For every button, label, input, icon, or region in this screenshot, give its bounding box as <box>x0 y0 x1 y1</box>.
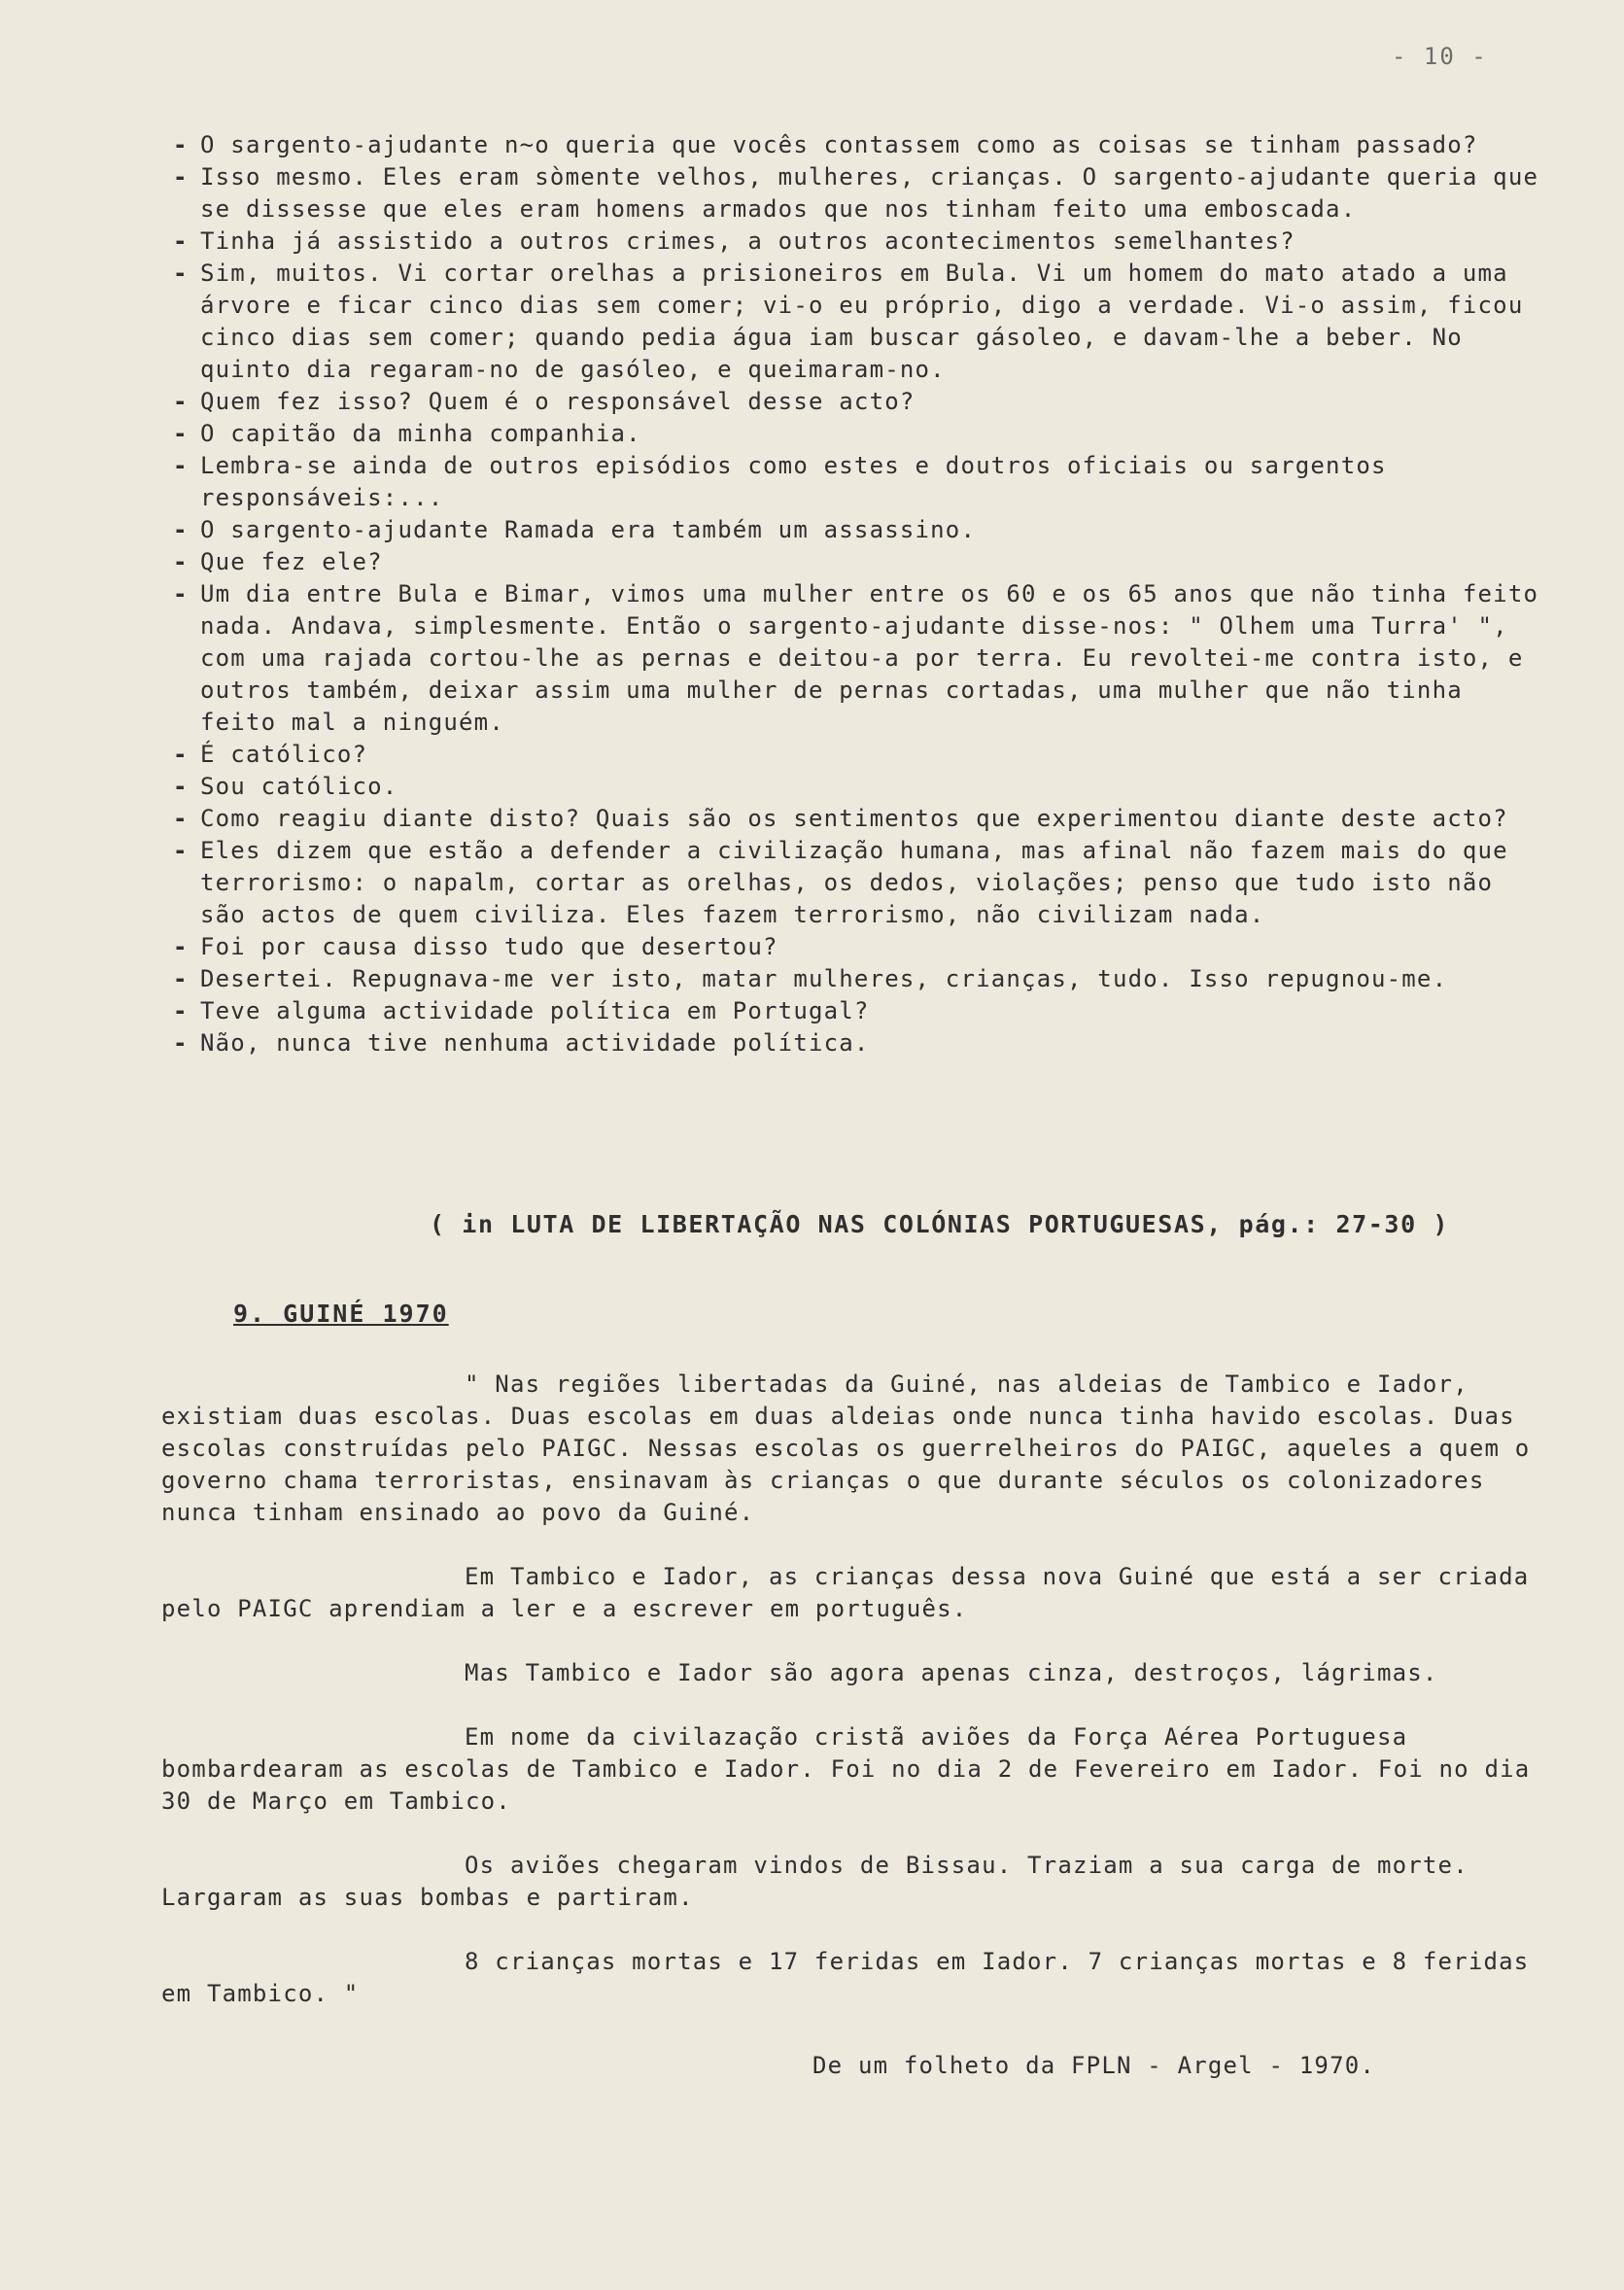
body-paragraph: " Nas regiões libertadas da Guiné, nas aldeias de Tambico e Iador, existiam duas escolas. Duas escolas em duas aldeias onde nunca tinha havido escolas. Duas escolas construídas pelo PAIGC. Nessas escolas os guerrelheiros do PAIGC, aqueles a quem o governo chama terroristas, ensinavam às crianças o que durante séculos os colonizadores nunca tinham ensinado ao povo da Guiné. <box>161 1371 1531 1526</box>
source-signature: De um folheto da FPLN - Argel - 1970. <box>812 2052 1376 2079</box>
section-heading: 9. GUINÉ 1970 <box>233 1300 449 1328</box>
dialogue-line: - Tinha já assistido a outros crimes, a outros acontecimentos semelhantes? <box>173 227 1296 255</box>
body-paragraph: Em nome da civilazação cristã aviões da Força Aérea Portuguesa bombardearam as escolas de Tambico e Iador. Foi no dia 2 de Fevereiro em Iador. Foi no dia 30 de Março em Tambico. <box>161 1723 1531 1815</box>
page-number: - 10 - <box>1392 43 1488 70</box>
dialogue-line: - Isso mesmo. Eles eram sòmente velhos, mulheres, crianças. O sargento-ajudante queria que se dissesse que eles eram homens armados que nos tinham feito uma emboscada. <box>173 163 1539 223</box>
dialogue-line: - Sim, muitos. Vi cortar orelhas a prisioneiros em Bula. Vi um homem do mato atado a uma árvore e ficar cinco dias sem comer; vi-o eu próprio, digo a verdade. Vi-o assim, ficou cinco dias sem comer; quando pedia água iam buscar gásoleo, e davam-lhe a beber. No quinto dia regaram-no de gasóleo, e queimaram-no. <box>173 260 1524 383</box>
dialogue-line: - É católico? <box>173 741 368 768</box>
body-paragraph: Os aviões chegaram vindos de Bissau. Traziam a sua carga de morte. Largaram as suas bombas e partiram. <box>161 1852 1469 1911</box>
section-body <box>161 1369 1541 2042</box>
dialogue-line: - O capitão da minha companhia. <box>173 420 641 447</box>
dialogue-line: - Desertei. Repugnava-me ver isto, matar mulheres, crianças, tudo. Isso repugnou-me. <box>173 965 1448 992</box>
dialogue-line: - Como reagiu diante disto? Quais são os sentimentos que experimentou diante deste acto? <box>173 805 1508 832</box>
dialogue-line: - Um dia entre Bula e Bimar, vimos uma mulher entre os 60 e os 65 anos que não tinha feito nada. Andava, simplesmente. Então o sargento-ajudante disse-nos: " Olhem uma Turra' ", com uma rajada cortou-lhe as pernas e deitou-a por terra. Eu revoltei-me contra isto, e outros também, deixar assim uma mulher de pernas cortadas, uma mulher que não tinha feito mal a ninguém. <box>173 580 1539 736</box>
interview-dialogue <box>173 129 1543 1059</box>
dialogue-line: - Lembra-se ainda de outros episódios como estes e doutros oficiais ou sargentos responsáveis:... <box>173 452 1387 511</box>
body-paragraph: 8 crianças mortas e 17 feridas em Iador. 7 crianças mortas e 8 feridas em Tambico. " <box>161 1948 1530 2007</box>
body-paragraph: Mas Tambico e Iador são agora apenas cinza, destroços, lágrimas. <box>465 1659 1438 1686</box>
body-paragraph: Em Tambico e Iador, as crianças dessa nova Guiné que está a ser criada pelo PAIGC aprendiam a ler e a escrever em português. <box>161 1563 1530 1622</box>
source-citation: ( in LUTA DE LIBERTAÇÃO NAS COLÓNIAS PORTUGUESAS, pág.: 27-30 ) <box>430 1210 1450 1238</box>
dialogue-line: - O sargento-ajudante n~o queria que vocês contassem como as coisas se tinham passado? <box>173 131 1478 158</box>
dialogue-line: - Foi por causa disso tudo que desertou? <box>173 933 778 960</box>
dialogue-line: - Teve alguma actividade política em Portugal? <box>173 997 870 1024</box>
dialogue-line: - Que fez ele? <box>173 548 383 575</box>
dialogue-line: - O sargento-ajudante Ramada era também um assassino. <box>173 516 977 543</box>
dialogue-line: - Não, nunca tive nenhuma actividade política. <box>173 1029 870 1057</box>
dialogue-line: - Eles dizem que estão a defender a civilização humana, mas afinal não fazem mais do que terrorismo: o napalm, cortar as orelhas, os dedos, violações; penso que tudo isto não são actos de quem civiliza. Eles fazem terrorismo, não civilizam nada. <box>173 837 1508 928</box>
dialogue-line: - Quem fez isso? Quem é o responsável desse acto? <box>173 388 916 415</box>
dialogue-line: - Sou católico. <box>173 773 398 800</box>
